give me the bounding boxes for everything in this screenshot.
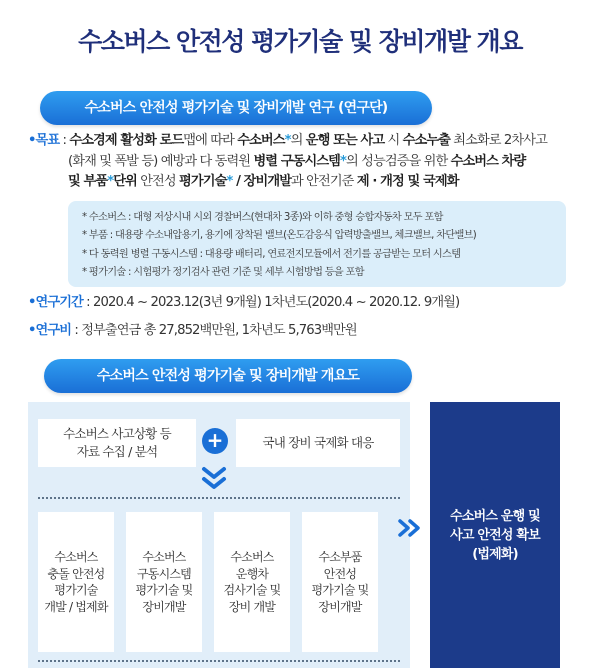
bullet-icon: •: [28, 323, 36, 338]
plus-icon: +: [202, 428, 228, 454]
goal-label: 목표: [35, 133, 60, 148]
goal-paragraph: •목표 : 수소경제 활성화 로드맵에 따라 수소버스*의 운행 또는 사고 시 수소누출 최소화로 2차사고 (화재 및 폭발 등) 예방과 다 동력원 병렬 구동시스템*의 성능검증을 위한 수소버스 차량 및 부품*단위 안전성 평가기술* / 장비개발과 안전기준 제 · 개정 및 국제화: [28, 133, 547, 189]
task-box-drive-system: 수소버스 구동시스템 평가기술 및 장비개발: [126, 512, 202, 652]
research-budget: •연구비 : 정부출연금 총 27,852백만원, 1차년도 5,763백만원: [28, 323, 357, 338]
section-header-research: 수소버스 안전성 평가기술 및 장비개발 연구 (연구단): [40, 91, 432, 125]
outcome-box: 수소버스 운행 및 사고 안전성 확보 (법제화): [430, 402, 560, 668]
bullet-icon: •: [28, 133, 36, 148]
asterisk-icon: *: [284, 133, 291, 148]
dotted-divider: [38, 660, 400, 662]
double-chevron-right-icon: [397, 518, 425, 538]
note-item: * 다 동력원 병렬 구동시스템 : 대용량 배터리, 연료전지모듈에서 전기를 공급받는 모터 시스템: [82, 248, 461, 260]
asterisk-icon: *: [340, 153, 347, 169]
research-period: •연구기간 : 2020.4 ~ 2023.12(3년 9개월) 1차년도(2020.4 ~ 2020.12. 9개월): [28, 295, 460, 310]
note-item: * 부품 : 대용량 수소내압용기, 용기에 장착된 밸브(온도감응식 압력방출밸브, 체크밸브, 차단밸브): [82, 230, 477, 242]
data-collection-box: 수소버스 사고상황 등 자료 수집 / 분석: [38, 419, 196, 467]
task-box-crash-safety: 수소버스 충돌 안전성 평가기술 개발 / 법제화: [38, 512, 114, 652]
page-title: 수소버스 안전성 평가기술 및 장비개발 개요: [78, 27, 522, 56]
dotted-divider: [38, 497, 400, 499]
internationalization-box: 국내 장비 국제화 대응: [236, 419, 400, 467]
task-box-parts-safety: 수소부품 안전성 평가기술 및 장비개발: [302, 512, 378, 652]
asterisk-icon: *: [107, 174, 114, 189]
section-header-diagram: 수소버스 안전성 평가기술 및 장비개발 개요도: [44, 359, 412, 393]
note-item: * 수소버스 : 대형 저상시내 시외 경찰버스(현대차 3종)와 이하 중형 승합자동차 모두 포함: [82, 212, 443, 223]
task-box-vehicle-inspection: 수소버스 운행차 검사기술 및 장비 개발: [214, 512, 290, 652]
footnote-box: [68, 201, 566, 287]
note-item: * 평가기술 : 시험평가 정기검사 관련 기준 및 세부 시험방법 등을 포함: [82, 267, 364, 279]
asterisk-icon: *: [226, 174, 233, 189]
bullet-icon: •: [28, 295, 36, 310]
double-chevron-down-icon: [199, 466, 229, 490]
